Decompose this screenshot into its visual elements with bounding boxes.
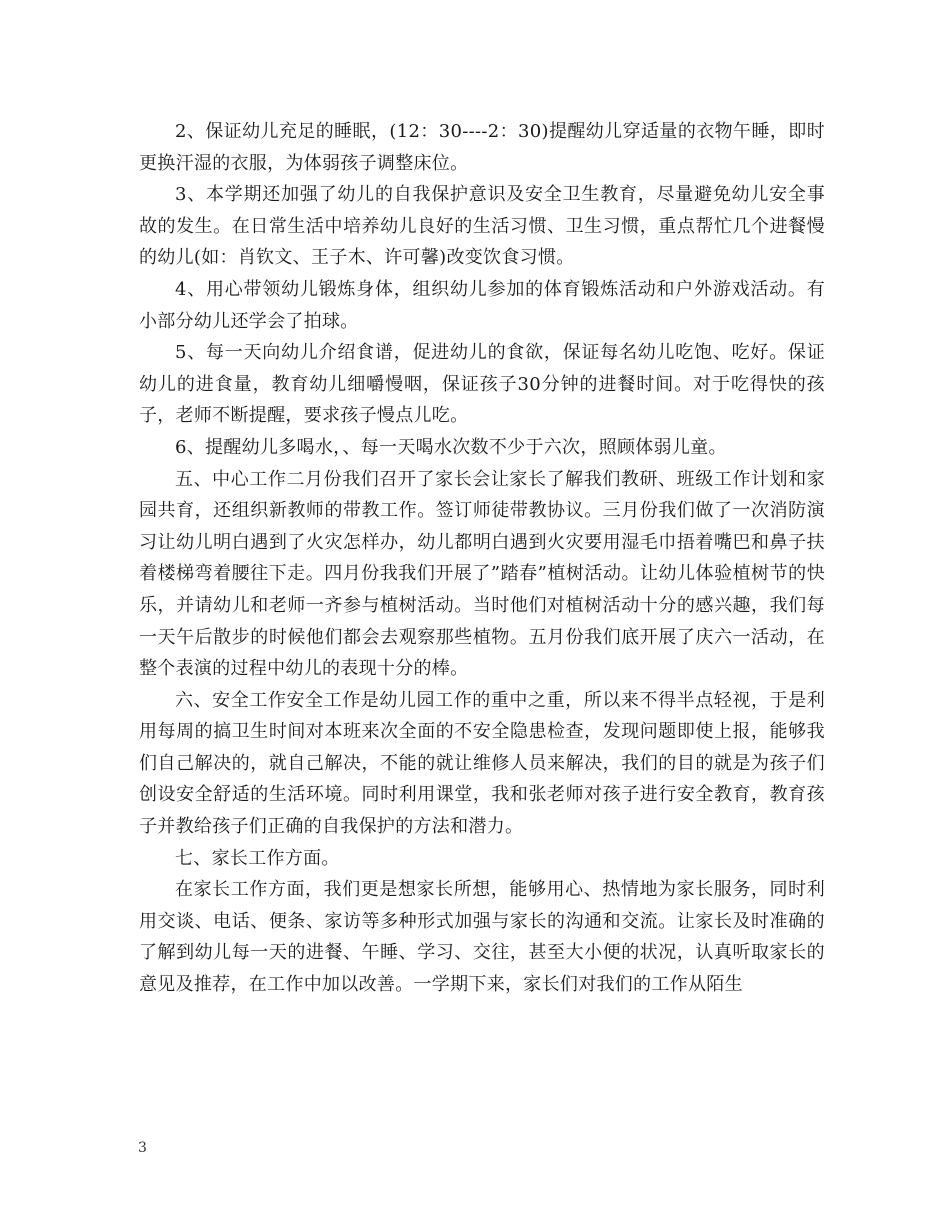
paragraph-central-work: 五、中心工作二月份我们召开了家长会让家长了解我们教研、班级工作计划和家园共育，还组织新教师的带教工作。签订师徒带教协议。三月份我们做了一次消防演习让幼儿明白遇到了火灾怎样办，幼儿都明白遇到火灾要用湿毛巾捂着嘴巴和鼻子扶着楼梯弯着腰往下走。四月份我我们开展了”踏春”植树活动。让幼儿体验植树节的快乐，并请幼儿和老师一齐参与植树活动。当时他们对植树活动十分的感兴趣，我们每一天午后散步的时候他们都会去观察那些植物。五月份我们底开展了庆六一活动，在整个表演的过程中幼儿的表现十分的棒。 [139,468,825,680]
document-body [139,116,825,1001]
paragraph-sleep: 2、保证幼儿充足的睡眠，(12：30----2：30)提醒幼儿穿适量的衣物午睡，即时更换汗湿的衣服，为体弱孩子调整床位。 [139,121,825,174]
paragraph-safety-work: 六、安全工作安全工作是幼儿园工作的重中之重，所以来不得半点轻视，于是利用每周的搞卫生时间对本班来次全面的不安全隐患检查，发现问题即使上报，能够我们自己解决的，就自己解决，不能的就让维修人员来解决，我们的目的就是为孩子们创设安全舒适的生活环境。同时利用课堂，我和张老师对孩子进行安全教育，教育孩子并教给孩子们正确的自我保护的方法和潜力。 [139,689,825,838]
paragraph-safety-education: 3、本学期还加强了幼儿的自我保护意识及安全卫生教育，尽量避免幼儿安全事故的发生。在日常生活中培养幼儿良好的生活习惯、卫生习惯，重点帮忙几个进餐慢的幼儿(如：肖钦文、王子木、许可馨)改变饮食习惯。 [139,184,825,269]
paragraph-exercise: 4、用心带领幼儿锻炼身体，组织幼儿参加的体育锻炼活动和户外游戏活动。有小部分幼儿还学会了拍球。 [139,278,825,332]
page-number: 3 [138,1140,147,1156]
paragraph-parent-work: 在家长工作方面，我们更是想家长所想，能够用心、热情地为家长服务，同时利用交谈、电话、便条、家访等多种形式加强与家长的沟通和交流。让家长及时准确的了解到幼儿每一天的进餐、午睡、学习、交往，甚至大小便的状况，认真听取家长的意见及推荐，在工作中加以改善。一学期下来，家长们对我们的工作从陌生 [139,879,825,996]
paragraph-meals: 5、每一天向幼儿介绍食谱，促进幼儿的食欲，保证每名幼儿吃饱、吃好。保证幼儿的进食量，教育幼儿细嚼慢咽，保证孩子30分钟的进餐时间。对于吃得快的孩子，老师不断提醒，要求孩子慢点儿吃。 [139,342,825,427]
paragraph-drinking-water: 6、提醒幼儿多喝水，、每一天喝水次数不少于六次，照顾体弱儿童。 [175,436,727,458]
section-heading-parent-work: 七、家长工作方面。 [175,847,340,869]
